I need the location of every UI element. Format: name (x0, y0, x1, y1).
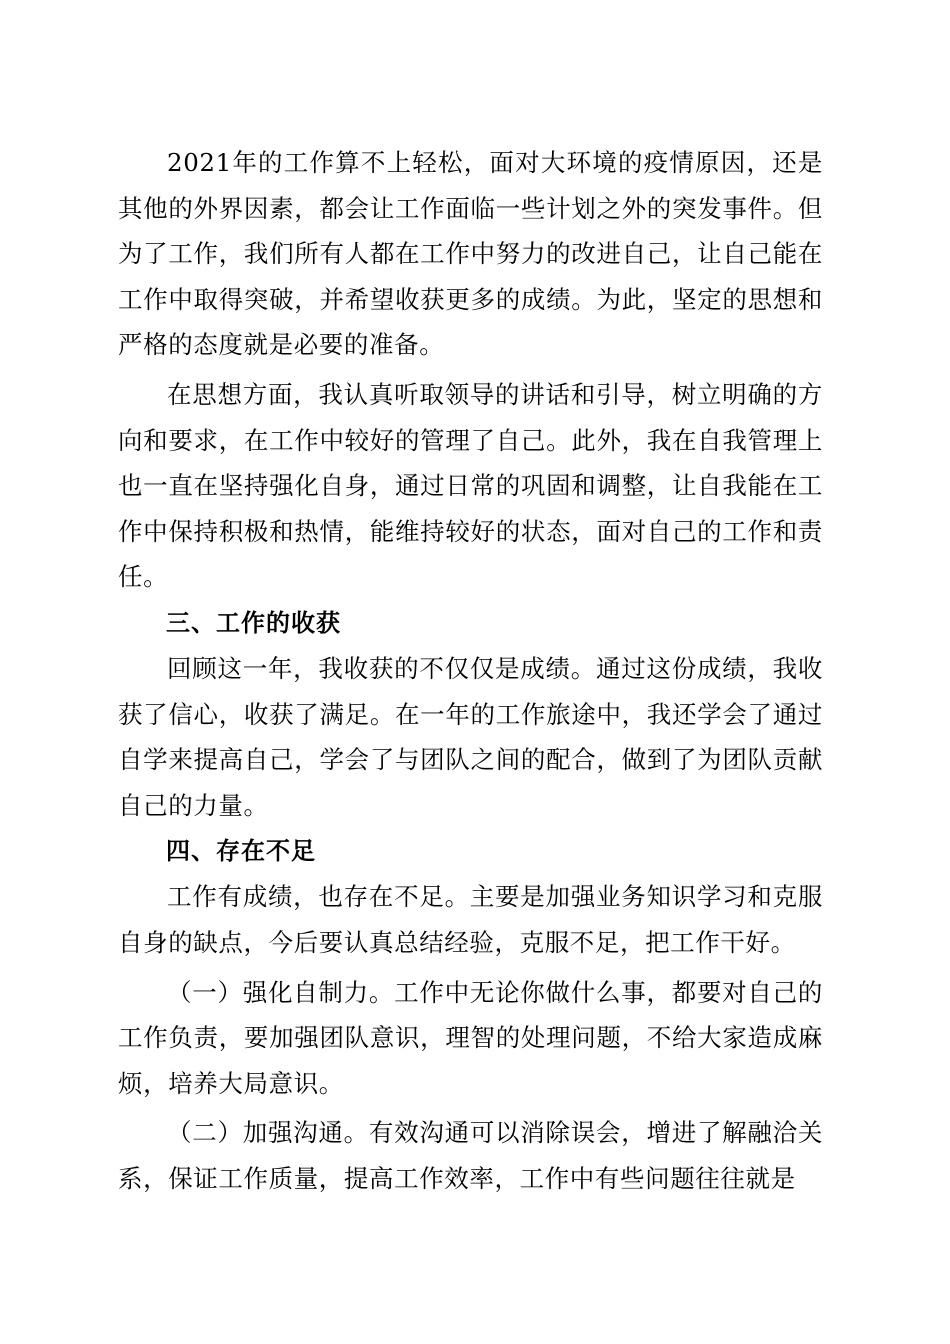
paragraph-intro: 2021年的工作算不上轻松，面对大环境的疫情原因，还是其他的外界因素，都会让工作面临一些计划之外的突发事件。但为了工作，我们所有人都在工作中努力的改进自己，让自己能在工作中取得突破，并希望收获更多的成绩。为此，坚定的思想和严格的态度就是必要的准备。 (118, 148, 823, 360)
list-item-text: 工作中无论你做什么事，都要对自己的工作负责，要加强团队意识，理智的处理问题，不给大家造成麻烦，培养大局意识。 (118, 977, 823, 1098)
paragraph-shortcomings: 工作有成绩，也存在不足。主要是加强业务知识学习和克服自身的缺点，今后要认真总结经验，克服不足，把工作干好。 (118, 882, 823, 957)
list-item-text: 有效沟通可以消除误会，增进了解融洽关系，保证工作质量，提高工作效率，工作中有些问题往往就是 (118, 1118, 823, 1193)
list-item-self-discipline (118, 970, 823, 1107)
list-item-lead: （一）强化自制力。 (167, 977, 395, 1007)
section-heading-gains: 三、工作的收获 (166, 608, 341, 637)
section-heading-shortcomings: 四、存在不足 (166, 837, 316, 866)
list-item-communication (118, 1110, 823, 1201)
paragraph-gains: 回顾这一年，我收获的不仅仅是成绩。通过这份成绩，我收获了信心，收获了满足。在一年的工作旅途中，我还学会了通过自学来提高自己，学会了与团队之间的配合，做到了为团队贡献自己的力量。 (118, 653, 823, 820)
paragraph-thinking: 在思想方面，我认真听取领导的讲话和引导，树立明确的方向和要求，在工作中较好的管理了自己。此外，我在自我管理上也一直在坚持强化自身，通过日常的巩固和调整，让自我能在工作中保持积极和热情，能维持较好的状态，面对自己的工作和责任。 (118, 379, 823, 592)
document-body (118, 140, 823, 1201)
list-item-lead: （二）加强沟通。 (167, 1118, 369, 1148)
